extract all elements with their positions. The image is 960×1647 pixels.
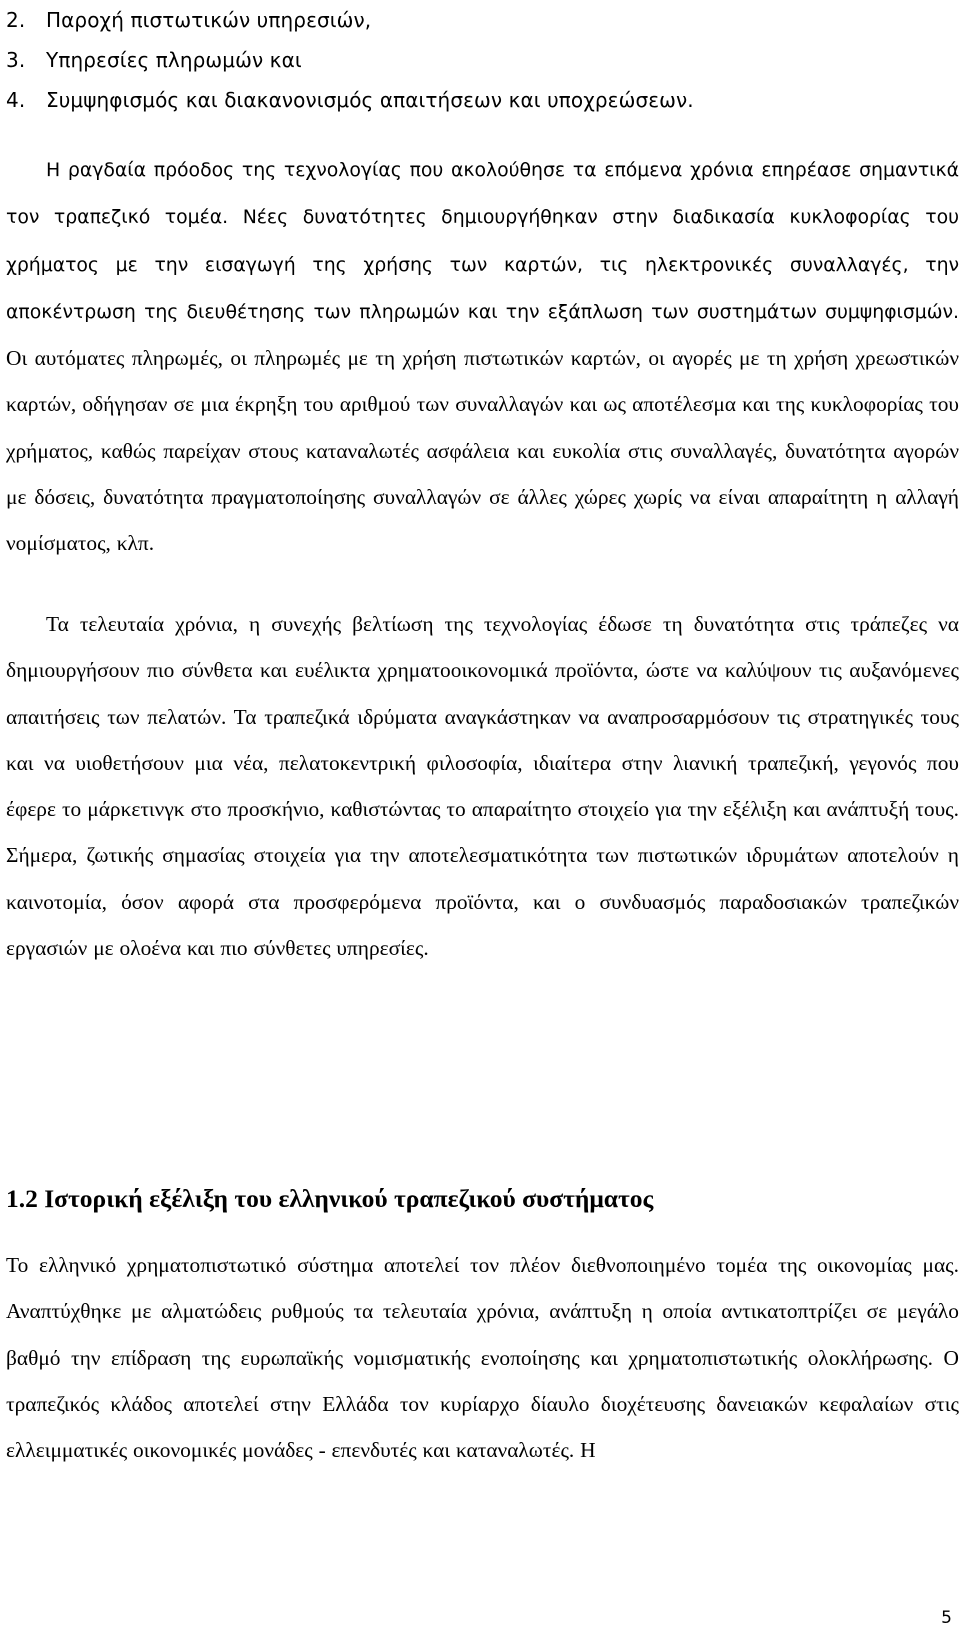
paragraph-technology-progress	[6, 146, 959, 567]
list-item	[6, 0, 694, 40]
list-item-text: Παροχή πιστωτικών υπηρεσιών,	[46, 8, 372, 32]
list-item-number: 2.	[6, 8, 26, 32]
paragraph-greek-financial-system: Το ελληνικό χρηματοπιστωτικό σύστημα αποτελεί τον πλέον διεθνοποιημένο τομέα της οικονομίας μας. Αναπτύχθηκε με αλματώδεις ρυθμούς τα τελευταία χρόνια, ανάπτυξη η οποία αντικατοπτρίζει σε μεγάλο βαθμό την επίδραση της ευρωπαϊκής νομισματικής ενοποίησης και χρηματοπιστωτικής ολοκλήρωσης. Ο τραπεζικός κλάδος αποτελεί στην Ελλάδα τον κυρίαρχο δίαυλο διοχέτευσης δανειακών κεφαλαίων στις ελλειμματικές οικονομικές μονάδες - επενδυτές και καταναλωτές. Η	[6, 1253, 959, 1463]
paragraph-technology-progress-intro: Η ραγδαία πρόοδος της τεχνολογίας που ακολούθησε τα επόμενα χρόνια επηρέασε σημαντικά τον τραπεζικό τομέα. Νέες δυνατότητες δημιουργήθηκαν στην διαδικασία κυκλοφορίας του χρήματος με την εισαγωγή της χρήσης των καρτών, τις ηλεκτρονικές συναλλαγές, την αποκέντρωση της διευθέτησης των πληρωμών και την εξάπλωση των συστημάτων συμψηφισμών.	[6, 159, 959, 323]
paragraph-technology-progress-rest: Οι αυτόματες πληρωμές, οι πληρωμές με τη χρήση πιστωτικών καρτών, οι αγορές με τη χρήση χρεωστικών καρτών, οδήγησαν σε μια έκρηξη του αριθμού των συναλλαγών και ως αποτέλεσμα και της κυκλοφορίας του χρήματος, καθώς παρείχαν στους καταναλωτές ασφάλεια και ευκολία στις συναλλαγές, δυνατότητα αγορών με δόσεις, δυνατότητα πραγματοποίησης συναλλαγών σε άλλες χώρες χωρίς να είναι απαραίτητη η αλλαγή νομίσματος, κλπ.	[6, 346, 959, 556]
list-item-text: Συμψηφισμός και διακανονισμός απαιτήσεων και υποχρεώσεων.	[46, 88, 694, 112]
list-item-text: Υπηρεσίες πληρωμών και	[46, 48, 302, 72]
list-item	[6, 40, 694, 80]
list-item-number: 3.	[6, 48, 26, 72]
list-item-number: 4.	[6, 88, 26, 112]
numbered-list	[6, 0, 694, 120]
section-heading: 1.2 Ιστορική εξέλιξη του ελληνικού τραπεζικού συστήματος	[6, 1184, 654, 1213]
page-number: 5	[941, 1608, 952, 1628]
paragraph-recent-years: Τα τελευταία χρόνια, η συνεχής βελτίωση της τεχνολογίας έδωσε τη δυνατότητα στις τράπεζες να δημιουργήσουν πιο σύνθετα και ευέλικτα χρηματοοικονομικά προϊόντα, ώστε να καλύψουν τις αυξανόμενες απαιτήσεις των πελατών. Τα τραπεζικά ιδρύματα αναγκάστηκαν να αναπροσαρμόσουν τις στρατηγικές τους και να υιοθετήσουν μια νέα, πελατοκεντρική φιλοσοφία, ιδιαίτερα στην λιανική τραπεζική, γεγονός που έφερε το μάρκετινγκ στο προσκήνιο, καθιστώντας το απαραίτητο στοιχείο για την εξέλιξη και ανάπτυξή τους. Σήμερα, ζωτικής σημασίας στοιχεία για την αποτελεσματικότητα των πιστωτικών ιδρυμάτων αποτελούν η καινοτομία, όσον αφορά στα προσφερόμενα προϊόντα, και ο συνδυασμός παραδοσιακών τραπεζικών εργασιών με ολοένα και πιο σύνθετες υπηρεσίες.	[6, 612, 959, 961]
list-item	[6, 80, 694, 120]
